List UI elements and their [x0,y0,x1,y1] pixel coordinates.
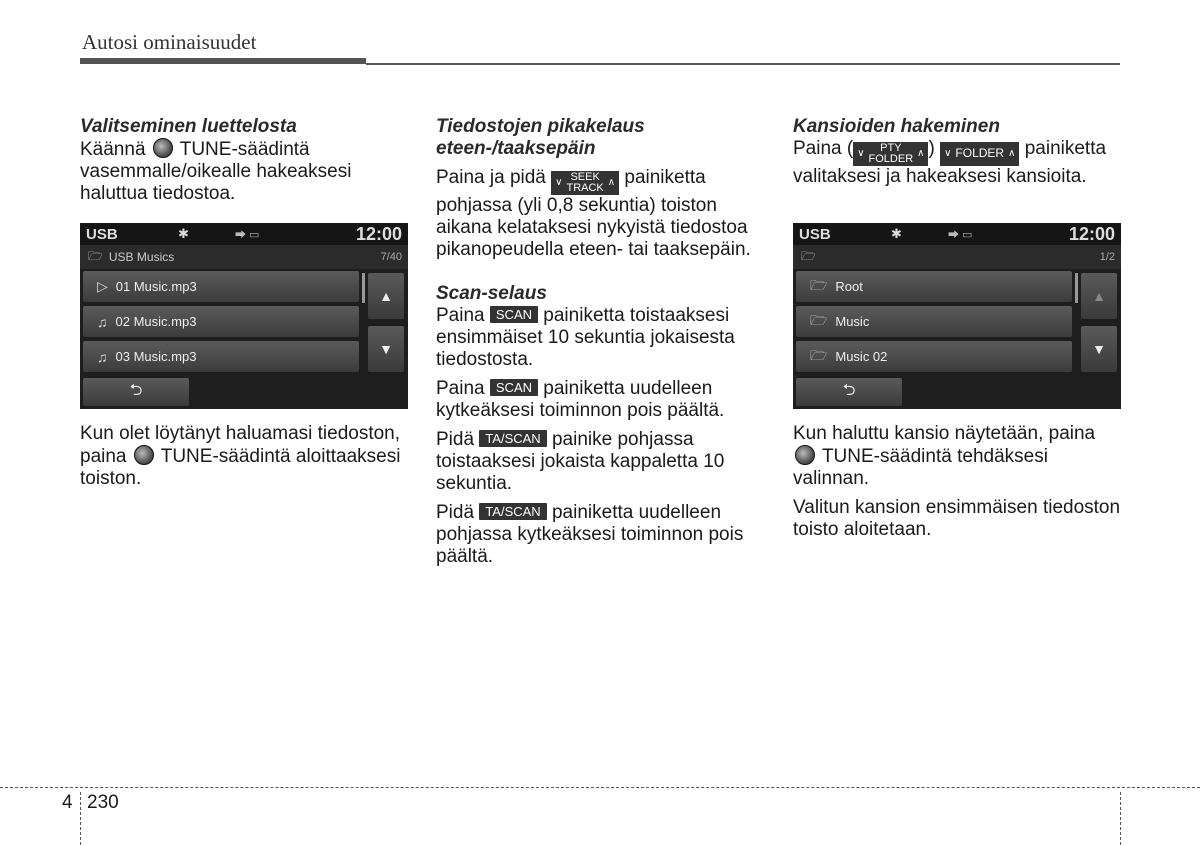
play-icon: ▷ [97,278,108,294]
back-button[interactable] [83,378,189,406]
text: painiketta valitaksesi ja hakeaksesi kansioita. [793,138,1107,187]
list-item-label: 02 Music.mp3 [115,314,197,329]
text: Paina ja pidä [436,167,546,188]
scrollbar[interactable] [1075,273,1078,303]
track-label: TRACK [566,181,604,194]
tune-knob-icon [153,138,173,158]
section-heading: Kansioiden hakeminen [793,116,1000,137]
column-3 [793,116,1121,188]
list-item-label: Music 02 [835,349,888,364]
text: Paina [436,377,485,399]
header-line [366,63,1120,65]
folder-bar [793,245,1121,269]
folder-bar [80,245,408,269]
status-bar [80,223,408,245]
usb-screen-folders [793,223,1121,409]
text: TUNE-säädintä vasemmalle/oikealle hakeaksesi haluttua tiedostoa. [80,139,352,204]
back-arrow-icon: ⮌ [129,381,143,399]
clock: 12:00 [355,223,402,244]
tune-knob-icon [134,445,154,465]
scrollbar[interactable] [362,273,365,303]
section-heading: Tiedostojen pikakelaus eteen-/taaksepäin [436,116,645,159]
music-note-icon: ♫ [97,313,108,330]
seek-label: SEEK [570,170,600,183]
folder-icon: 🗁 [88,248,103,263]
footer-line [0,787,1200,788]
file-count: 7/40 [380,251,402,263]
text: painiketta uudelleen kytkeäksesi toiminnon pois päältä. [436,377,725,421]
scroll-down-button[interactable]: ▼ [368,326,404,372]
paragraph [436,167,764,261]
text: painike pohjassa toistaaksesi jokaista kappaletta 10 sekuntia. [436,428,725,494]
text: Kun olet löytänyt haluamasi tiedoston, paina [80,423,401,467]
scan-button-icon: SCAN [490,379,538,396]
scroll-up-button[interactable]: ▲ [368,273,404,319]
text: Paina [436,304,485,326]
column-3-lower [793,423,1121,541]
paragraph [436,305,764,371]
source-label: USB [799,225,831,243]
usb-icon: ⮕ ▭ [948,229,973,241]
chevron-down-icon: ∨ [555,177,563,188]
list-item[interactable] [796,306,1072,337]
chevron-up-icon: ∧ [917,148,925,159]
paragraph [793,138,1121,188]
folder-label: FOLDER [955,146,1005,160]
seek-track-button-icon [551,171,619,195]
list-item[interactable] [796,341,1072,372]
column-1 [80,116,408,205]
tune-knob-icon [795,445,815,465]
chevron-up-icon: ∧ [607,177,616,188]
list-item[interactable] [796,271,1072,302]
music-note-icon: ♫ [97,348,108,365]
folder-icon: 🗁 [810,276,828,293]
source-label: USB [86,225,118,243]
paragraph [436,502,764,568]
list-item[interactable] [83,341,359,372]
tascan-button-icon: TA/SCAN [479,430,546,447]
header-bar [80,58,366,64]
paragraph [793,423,1121,490]
back-arrow-icon: ⮌ [842,381,856,399]
tascan-button-icon: TA/SCAN [479,503,546,520]
paragraph [436,378,764,422]
list-item-label: Root [835,279,863,294]
text: painiketta uudelleen pohjassa kytkeäksesi toiminnon pois päältä. [436,501,744,567]
back-button[interactable] [796,378,902,406]
chevron-down-icon: ∨ [857,148,865,159]
pty-folder-button-icon [853,142,928,166]
text: painiketta pohjassa (yli 0,8 sekuntia) toiston aikana kelataksesi nykyistä tiedostoa pikanopeudella eteen- tai taaksepäin. [436,167,751,260]
paragraph: Valitun kansion ensimmäisen tiedoston toisto aloitetaan. [793,497,1121,540]
usb-icon: ⮕ ▭ [235,229,260,241]
page-number: 230 [87,792,119,813]
list-item-label: 01 Music.mp3 [115,279,197,294]
folder-name: USB Musics [108,250,175,264]
text: Kun haluttu kansio näytetään, paina [793,423,1096,444]
usb-screen-list [80,223,408,409]
pty-label: PTY [880,141,902,154]
folder-icon: 🗁 [801,248,816,263]
list-item[interactable] [83,271,359,302]
clock: 12:00 [1068,223,1115,244]
chevron-up-icon: ∧ [1008,148,1016,159]
text: painiketta toistaaksesi ensimmäiset 10 sekuntia jokaisesta tiedostosta. [436,304,735,370]
text: Pidä [436,501,475,523]
text: Paina ( [793,138,854,159]
scroll-down-button[interactable]: ▼ [1081,326,1117,372]
scroll-up-button[interactable]: ▲ [1081,273,1117,319]
folder-icon: 🗁 [810,311,828,328]
folder-button-icon [940,142,1019,166]
section-heading: Scan-selaus [436,282,547,304]
list-item-label: Music [835,314,870,329]
bluetooth-icon: ✱ [891,226,902,241]
column-1-lower [80,423,408,490]
footer-divider [80,792,81,845]
paragraph [436,429,764,495]
bluetooth-icon: ✱ [178,226,189,241]
folder-label: FOLDER [868,152,914,165]
scan-button-icon: SCAN [490,306,538,323]
status-bar [793,223,1121,245]
column-2 [436,116,764,568]
section-number: 4 [62,792,73,813]
paragraph [80,138,408,205]
text: Pidä [436,428,475,450]
text: Käännä [80,139,146,160]
section-heading: Valitseminen luettelosta [80,116,297,137]
header-title: Autosi ominaisuudet [82,30,257,54]
paragraph [80,423,408,490]
text: ) [928,138,935,159]
chevron-down-icon: ∨ [944,148,952,159]
text: TUNE-säädintä aloittaaksesi toiston. [80,446,401,489]
list-item[interactable] [83,306,359,337]
folder-icon: 🗁 [810,346,828,363]
footer-divider [1120,792,1121,845]
text: TUNE-säädintä tehdäksesi valinnan. [793,446,1048,489]
folder-count: 1/2 [1099,251,1115,263]
list-item-label: 03 Music.mp3 [115,349,197,364]
